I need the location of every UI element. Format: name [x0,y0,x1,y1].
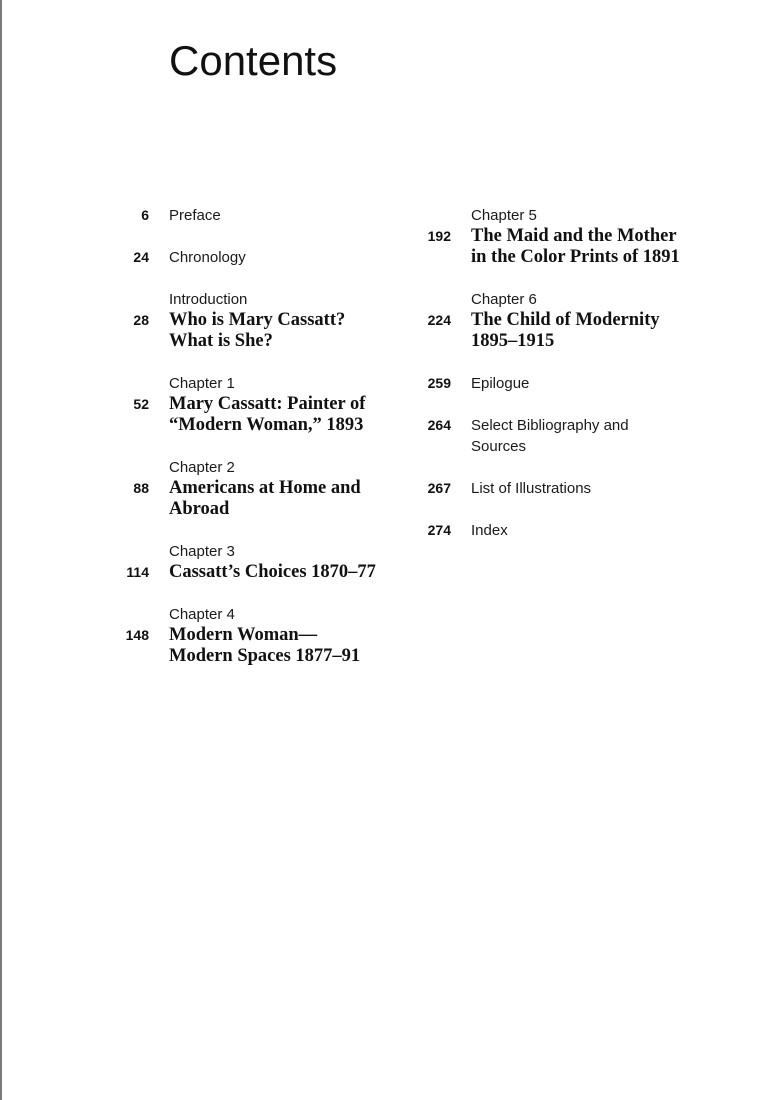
page-number: 267 [427,480,451,496]
toc-entry-chapter-6[interactable] [414,289,734,352]
page-number: 114 [126,564,149,580]
chapter-title-line-1: Cassatt’s Choices 1870–77 [169,562,376,582]
toc-entry-epilogue[interactable] [414,373,734,394]
toc-entry-chronology[interactable] [112,247,412,268]
chapter-label: Chapter 5 [471,207,537,224]
toc-column-left [112,205,412,688]
toc-entry-chapter-3[interactable] [112,541,412,583]
entry-title: List of Illustrations [471,480,592,497]
page-title: Contents [169,37,338,84]
chapter-label: Introduction [169,291,248,308]
chapter-title-line-2: Modern Spaces 1877–91 [169,646,361,666]
chapter-title-line-1: Mary Cassatt: Painter of [169,394,366,414]
page-number: 88 [133,480,149,496]
page-number: 148 [125,627,149,643]
page-number: 224 [427,312,451,328]
page-number: 264 [427,417,451,433]
page-number: 259 [427,375,451,391]
toc-entry-preface[interactable] [112,205,412,226]
chapter-title-line-2: in the Color Prints of 1891 [471,247,680,267]
page-number: 24 [133,249,149,265]
entry-title-line-1: Select Bibliography and [471,417,629,434]
page-number: 28 [133,312,149,328]
page-edge-rule [0,0,2,1100]
chapter-title-line-1: The Maid and the Mother [471,226,677,246]
toc-entry-chapter-2[interactable] [112,457,412,520]
page-number: 274 [427,522,451,538]
toc-entry-chapter-1[interactable] [112,373,412,436]
toc-entry-list-of-illustrations[interactable] [414,478,734,499]
toc-entry-chapter-5[interactable] [414,205,734,268]
chapter-title-line-2: Abroad [169,499,230,519]
chapter-label: Chapter 1 [169,375,235,392]
chapter-label: Chapter 4 [169,606,235,623]
page-number: 192 [427,228,451,244]
entry-title: Index [471,522,508,539]
chapter-title-line-2: “Modern Woman,” 1893 [169,415,364,435]
entry-title: Epilogue [471,375,530,392]
toc-entry-index[interactable] [414,520,734,541]
chapter-title-line-2: What is She? [169,331,273,351]
toc-column-right [414,205,734,562]
toc-entry-bibliography[interactable] [414,415,734,457]
chapter-title-line-1: Modern Woman— [169,625,318,645]
toc-entry-introduction[interactable] [112,289,412,352]
entry-title-line-2: Sources [471,438,527,455]
chapter-label: Chapter 3 [169,543,235,560]
chapter-title-line-1: The Child of Modernity [471,310,660,330]
chapter-title-line-2: 1895–1915 [471,331,555,351]
chapter-label: Chapter 6 [471,291,537,308]
chapter-label: Chapter 2 [169,459,235,476]
entry-title: Preface [169,207,221,224]
page-number: 52 [133,396,149,412]
toc-entry-chapter-4[interactable] [112,604,412,667]
chapter-title-line-1: Who is Mary Cassatt? [169,310,346,330]
page-number: 6 [141,207,149,223]
chapter-title-line-1: Americans at Home and [169,478,361,498]
entry-title: Chronology [169,249,246,266]
